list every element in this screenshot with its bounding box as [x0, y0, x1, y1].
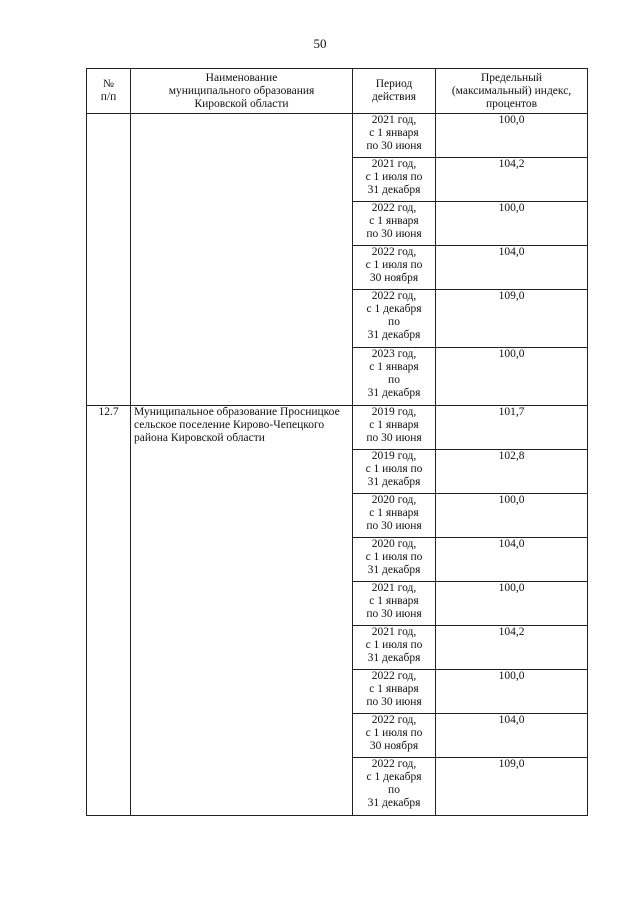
- table-header-row: [87, 69, 588, 114]
- period-cell: 2022 год, с 1 декабря по 31 декабря: [353, 290, 436, 348]
- continuation-name-cell: [131, 114, 353, 406]
- entry-name-cell: Муниципальное образование Просницкое сельское поселение Кирово-Чепецкого района Кировской области: [131, 406, 353, 816]
- entry-number-cell: 12.7: [87, 406, 131, 816]
- index-cell: 100,0: [436, 582, 588, 626]
- period-cell: 2022 год, с 1 июля по 30 ноября: [353, 714, 436, 758]
- table-row: [87, 114, 588, 158]
- index-cell: 104,2: [436, 626, 588, 670]
- period-cell: 2019 год, с 1 января по 30 июня: [353, 406, 436, 450]
- period-cell: 2021 год, с 1 июля по 31 декабря: [353, 158, 436, 202]
- index-cell: 100,0: [436, 114, 588, 158]
- index-cell: 104,0: [436, 714, 588, 758]
- index-cell: 100,0: [436, 202, 588, 246]
- index-cell: 100,0: [436, 348, 588, 406]
- period-cell: 2019 год, с 1 июля по 31 декабря: [353, 450, 436, 494]
- index-cell: 104,0: [436, 538, 588, 582]
- index-cell: 104,2: [436, 158, 588, 202]
- header-municipality-name: Наименование муниципального образования Кировской области: [131, 69, 353, 114]
- page-number: 50: [313, 36, 327, 51]
- header-number: № п/п: [87, 69, 131, 114]
- index-cell: 100,0: [436, 494, 588, 538]
- header-period: Период действия: [353, 69, 436, 114]
- period-cell: 2020 год, с 1 июля по 31 декабря: [353, 538, 436, 582]
- index-cell: 109,0: [436, 290, 588, 348]
- index-cell: 102,8: [436, 450, 588, 494]
- index-cell: 109,0: [436, 758, 588, 816]
- period-cell: 2021 год, с 1 июля по 31 декабря: [353, 626, 436, 670]
- period-cell: 2022 год, с 1 декабря по 31 декабря: [353, 758, 436, 816]
- period-cell: 2022 год, с 1 января по 30 июня: [353, 670, 436, 714]
- period-cell: 2021 год, с 1 января по 30 июня: [353, 114, 436, 158]
- period-cell: 2022 год, с 1 июля по 30 ноября: [353, 246, 436, 290]
- index-cell: 104,0: [436, 246, 588, 290]
- continuation-number-cell: [87, 114, 131, 406]
- index-cell: 101,7: [436, 406, 588, 450]
- table-row: [87, 406, 588, 450]
- period-cell: 2020 год, с 1 января по 30 июня: [353, 494, 436, 538]
- index-cell: 100,0: [436, 670, 588, 714]
- period-cell: 2022 год, с 1 января по 30 июня: [353, 202, 436, 246]
- period-cell: 2023 год, с 1 января по 31 декабря: [353, 348, 436, 406]
- period-cell: 2021 год, с 1 января по 30 июня: [353, 582, 436, 626]
- tariff-index-table: [86, 68, 588, 816]
- header-max-index: Предельный (максимальный) индекс, процентов: [436, 69, 588, 114]
